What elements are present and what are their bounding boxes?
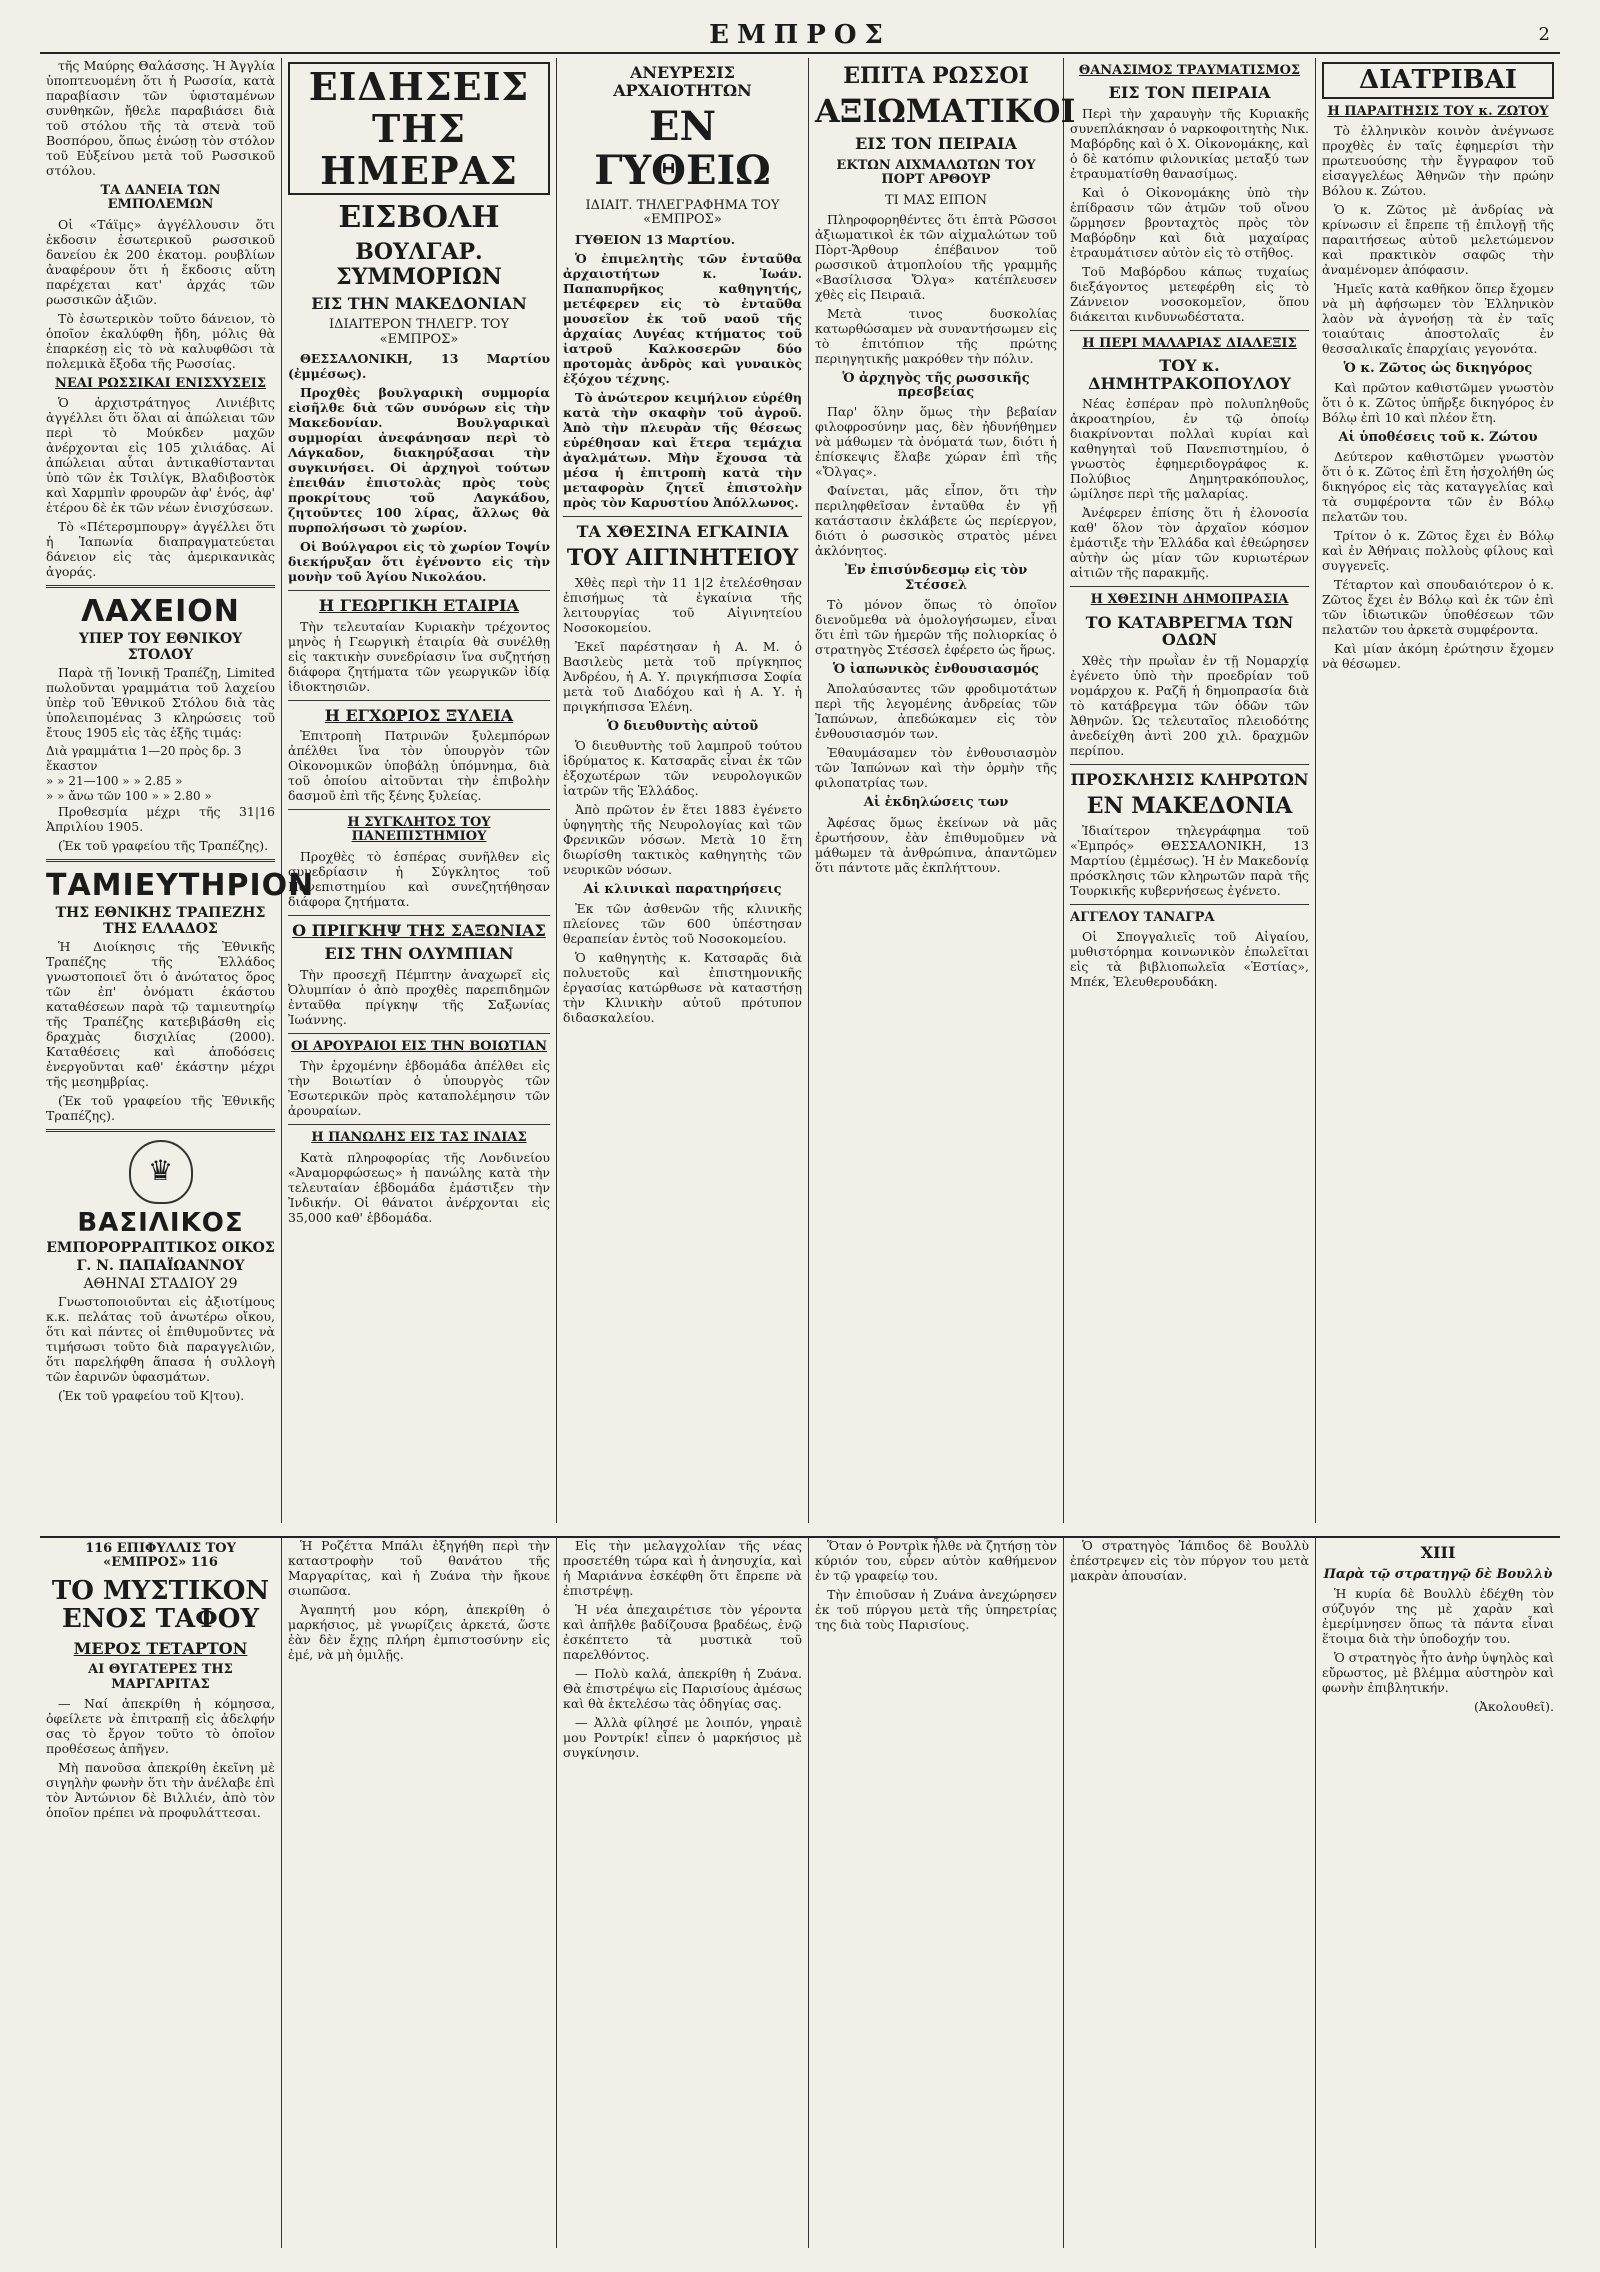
article-text: — Ἀλλὰ φίλησέ με λοιπόν, γηραιὲ μου Ροντρίκ! εἶπεν ὁ μαρκήσιος μὲ συγκίνησιν.: [563, 1715, 802, 1760]
article-text: Κατὰ πληροφορίας τῆς Λονδινείου «Ἀναμορφώσεως» ἡ πανώλης κατὰ τὴν τελευταίαν ἑβδομάδα ἐμάστιξεν τὴν Ἰνδικήν. Οἱ θάνατοι ἀνέρχονται εἰς 35,000 καθ' ἑβδομάδα.: [288, 1149, 550, 1225]
section-header: ΕΙΔΗΣΕΙΣ ΤΗΣ ΗΜΕΡΑΣ: [288, 62, 550, 195]
article-text: Ἀπολαύσαντες τῶν φροδιμοτάτων περὶ τῆς λεγομένης ἀνδρείας τῶν Ἰαπώνων, ἀπεδώκαμεν εἰς τὸν ἐνθουσιασμόν των.: [815, 681, 1057, 742]
article-text: — Ναί ἀπεκρίθη ἡ κόμησσα, ὀφείλετε νὰ ἐπιτραπῇ εἰς ἀδελφήν σας τὸ ἔργον τοῦτο τὸ ὁποῖον προθέσεως ἀπῆγεν.: [46, 1695, 275, 1756]
dateline: ΘΕΣΣΑΛΟΝΙΚΗ, 13 Μαρτίου (ἐμμέσως).: [288, 350, 550, 381]
ad-title: ΤΑΜΙΕΥΤΗΡΙΟΝ: [46, 867, 315, 903]
headline: ΕΝ ΜΑΚΕΔΟΝΙΑ: [1086, 793, 1293, 820]
ad-source: (Ἐκ τοῦ γραφείου τοῦ Κ|του).: [58, 1387, 245, 1403]
headline: Η ΠΑΝΩΛΗΣ ΕΙΣ ΤΑΣ ΙΝΔΙΑΣ: [311, 1130, 527, 1146]
ad-text: Παρὰ τῇ Ἰονικῇ Τραπέζῃ, Limited πωλοῦνται γραμμάτια τοῦ λαχείου ὑπὲρ τοῦ Ἐθνικοῦ Στόλου διὰ τὰς ὑπολειπομένας 3 κληρώσεις τοῦ ἔτους 1905 εἰς τὰς ἑξῆς τιμάς:: [46, 664, 275, 740]
article-text: Τὸ μόνον ὅπως τὸ ὁποῖον διενοῦμεθα νὰ ὁμολογήσωμεν, εἶναι ὅτι ἐπὶ τῶν ἡμερῶν τῆς πολιορκίας ὁ στρατηγὸς Στέσσελ ἐφέρετο ὡς ἥρως.: [815, 597, 1057, 658]
article-text: Ἀπὸ πρῶτον ἐν ἔτει 1883 ἐγένετο ὑφηγητὴς τῆς Νευρολογίας καὶ τῶν Φρενικῶν νόσων. Μετὰ 10 ἔτη διωρίσθη τακτικὸς καθηγητὴς τῶν νευρικῶν νόσων.: [563, 801, 802, 877]
headline: ΤΟ ΚΑΤΑΒΡΕΓΜΑ ΤΩΝ ΟΔΩΝ: [1085, 612, 1294, 650]
ad-subtitle: ΥΠΕΡ ΤΟΥ ΕΘΝΙΚΟΥ ΣΤΟΛΟΥ: [78, 630, 243, 663]
feuilleton-column-1: [40, 1538, 282, 2248]
subheadline: Ἐν ἐπισύνδεσμῳ εἰς τὸν Στέσσελ: [844, 563, 1028, 593]
article-text: Ὁ ἐπιμελητὴς τῶν ἐνταῦθα ἀρχαιοτήτων κ. Ἰωάν. Παπαπυρῆκος καθηγητής, μετέφερεν εἰς τὸ ἐνταῦθα μουσεῖον ἐκ τοῦ ναοῦ τῆς ἀρχαίας Λυγέας κτήματος τοῦ ἰατροῦ Καλκοσερῶν δύο προτομὰς ἀνδρὸς καὶ γυναικὸς ἐξόχου τέχνης.: [563, 250, 802, 386]
headline: ΟΙ ΑΡΟΥΡΑΙΟΙ ΕΙΣ ΤΗΝ ΒΟΙΩΤΙΑΝ: [290, 1038, 548, 1054]
savings-bank-ad: [46, 867, 315, 1123]
article-text: Οἱ Βούλγαροι εἰς τὸ χωρίον Τοψίν διεκήρυξαν ὅτι ἐγένοντο εἰς τὴν μονὴν τοῦ Ἁγίου Νικολάου.: [288, 538, 550, 584]
price-line: » » 21—100 » » 2.85 »: [46, 773, 183, 788]
article-text: Εἰς τὴν μελαγχολίαν τῆς νέας προσετέθη τώρα καὶ ἡ ἀνησυχία, καὶ ἡ Μαριάννα ἐσκέφθη ὅτι ἔπρεπε νὰ ἐπιστρέψῃ.: [563, 1538, 802, 1598]
headline: ΑΝΕΥΡΕΣΙΣ ΑΡΧΑΙΟΤΗΤΩΝ: [613, 63, 752, 100]
section-title: Παρὰ τῷ στρατηγῷ δὲ Βουλλὺ: [1323, 1566, 1553, 1582]
column-5: [1064, 58, 1316, 1523]
headline: ΕΙΣ ΤΗΝ ΜΑΚΕΔΟΝΙΑΝ: [311, 293, 527, 313]
article-text: Τὸ ἐσωτερικὸν τοῦτο δάνειον, τὸ ὁποῖον ἐκαλύφθη ἤδη, μόλις θὰ ἐπαρκέσῃ εἰς τὸ νὰ καλυφθῶσι τὰ πολεμικὰ ἔξοδα τῆς Ρωσσίας.: [46, 310, 275, 371]
article-text: Τὸ «Πέτερσμπουργ» ἀγγέλλει ὅτι ἡ Ἰαπωνία διαπραγματεύεται δάνειον εἰς τὰς ἀμερικανικὰς ἀγοράς.: [46, 518, 275, 579]
headline: ΠΡΟΣΚΛΗΣΙΣ ΚΛΗΡΩΤΩΝ: [1070, 769, 1309, 789]
subheadline: Ὁ κ. Ζῶτος ὡς δικηγόρος: [1343, 360, 1533, 376]
article-text: Χθὲς περὶ τὴν 11 1|2 ἐτελέσθησαν ἐπισήμως τὰ ἐγκαίνια τῆς λειτουργίας τοῦ Αἰγινητείου Νοσοκομείου.: [563, 574, 802, 635]
article-text: — Πολὺ καλά, ἀπεκρίθη ἡ Ζυάνα. Θὰ ἐπιστρέψω εἰς Παρισίους ἀμέσως καὶ θὰ ἐκτελέσω τὰς ὁδηγίας σας.: [563, 1666, 802, 1711]
section-header: ΔΙΑΤΡΙΒΑΙ: [1322, 62, 1554, 99]
article-text: Τὸ ἑλληνικὸν κοινὸν ἀνέγνωσε προχθὲς ἐν ταῖς ἐφημερίσι τὴν πρωτευούσης τὴν ἔγγραφον τοῦ εἰσαγγελέως Ἀθηνῶν τὴν πρώην Βόλου κ. Ζώτου.: [1322, 122, 1554, 198]
article-text: Οἱ «Τάϊμς» ἀγγέλλουσιν ὅτι ἐκδοσιν ἐσωτερικοῦ ρωσσικοῦ δανείου ἐκ 200 ἑκατομ. ρουβλίων ἀναφέρουν ὅτι ἡ ἔκδοσις αὕτη παρέχεται κατ' ἀρχάς τῶν ρωσσικῶν ἀξιῶν.: [46, 216, 275, 307]
article-text: Ὅταν ὁ Ροντρὶκ ἦλθε νὰ ζητήσῃ τὸν κύριόν του, εὗρεν αὐτὸν καθήμενον ἐν τῷ γραφείῳ του.: [815, 1538, 1057, 1583]
article-text: Ἡμεῖς κατὰ καθῆκον ὅπερ ἔχομεν νὰ μὴ ἀφήσωμεν τὸν Ἑλληνικὸν λαὸν νὰ ἀγνοήσῃ τὰ ἐν ταῖς τοιαύταις ἀποστολαῖς ἐν θεσσαλικαῖς ἐπαρχίαις γεγονότα.: [1322, 280, 1554, 356]
headline: ΑΞΙΩΜΑΤΙΚΟΙ: [815, 92, 1076, 131]
column-2: [282, 58, 557, 1523]
masthead: [40, 18, 1560, 54]
headline: Η ΠΕΡΙ ΜΑΛΑΡΙΑΣ ΔΙΑΛΕΞΙΣ: [1082, 335, 1297, 351]
headline: ΕΙΣΒΟΛΗ: [338, 200, 500, 236]
article-text: Φαίνεται, μᾶς εἶπον, ὅτι τὴν περιληφθεῖσαν ἐνταῦθα ἐν γῇ κατάστασιν ἐκλάβετε ὡς περίεργον, διότι ὁ ρωσσικὸς στρατὸς μένει ἀκλόνητος.: [815, 483, 1057, 559]
article-text: Τὸ ἀνώτερον κειμήλιον εὑρέθη κατὰ τὴν σκαφὴν τοῦ ἀγροῦ. Ἀπὸ τὴν πλευρὰν τῆς θέσεως εὑρέθησαν καὶ ἕτερα τεμάχια ἀγαλμάτων. Μὴν ἔχουσα τὰ μέσα ἡ ἐπιτροπὴ κατὰ τὴν μεταφορὰν ζητεῖ ἐπιστολὴν πρὸς τὸν Καρυστίου Ἀπόλλωνος.: [563, 389, 802, 510]
byline: ΙΔΙΑΙΤ. ΤΗΛΕΓΡΑΦΗΜΑ ΤΟΥ «ΕΜΠΡΟΣ»: [585, 198, 780, 228]
article-text: Πληροφορηθέντες ὅτι ἑπτὰ Ρῶσσοι ἀξιωματικοὶ ἐκ τῶν αἰχμαλώτων τοῦ Πὸρτ-Ἄρθουρ ἐπέβαινον τοῦ ρωσσικοῦ ἀτμοπλοίου τῆς γραμμῆς «Βασίλισσα Ὄλγα» κατέπλευσεν χθὲς εἰς Πειραιᾶ.: [815, 211, 1057, 302]
headline: ΤΑ ΔΑΝΕΙΑ ΤΩΝ ΕΜΠΟΛΕΜΩΝ: [100, 183, 221, 213]
article-text: τῆς Μαύρης Θαλάσσης. Ἡ Ἀγγλία ὑποπτευομένη ὅτι ἡ Ρωσσία, κατὰ παραβίασιν τῶν ὑφισταμένων συνθηκῶν, ἤθελε παραβιάσει διὰ τοῦ στόλου τῆς τὰ στενὰ τοῦ Βοσπόρου, ὅπως ἑνώσῃ τὸν στόλον τοῦ Εὐξείνου μετὰ τοῦ Ρωσσικοῦ στόλου.: [46, 58, 275, 178]
headline: Η ΓΕΩΡΓΙΚΗ ΕΤΑΙΡΙΑ: [319, 595, 519, 615]
headline: ΤΟΥ ΑΙΓΙΝΗΤΕΙΟΥ: [566, 545, 799, 572]
feuilleton-label: 116 ΕΠΙΦΥΛΛΙΣ ΤΟΥ «ΕΜΠΡΟΣ» 116: [85, 1541, 236, 1571]
article-text: Καὶ πρῶτον καθιστῶμεν γνωστὸν ὅτι ὁ κ. Ζῶτος ὑπῆρξε δικηγόρος ἐν Βόλῳ ἐπὶ 10 καὶ πλέον ἔτη.: [1322, 380, 1554, 426]
article-text: Ὁ καθηγητὴς κ. Κατσαρᾶς διὰ πολυετοῦς καὶ ἐπιστημονικῆς ἐργασίας κατώρθωσε νὰ καταστήσῃ τὴν Κλινικὴν αὐτοῦ πρότυπον διδασκαλείου.: [563, 950, 802, 1026]
article-text: Ἐθαυμάσαμεν τὸν ἐνθουσιασμὸν τῶν Ἰαπώνων καὶ τὴν ὁρμὴν τῆς φιλοπατρίας των.: [815, 745, 1057, 791]
upper-section: [40, 58, 1560, 1523]
headline: ΕΙΣ ΤΗΝ ΟΛΥΜΠΙΑΝ: [324, 944, 514, 964]
headline: Η ΣΥΓΚΛΗΤΟΣ ΤΟΥ ΠΑΝΕΠΙΣΤΗΜΙΟΥ: [347, 815, 491, 845]
subheadline: Ὁ ἀρχηγὸς τῆς ρωσσικῆς πρεσβείας: [842, 370, 1030, 401]
ad-subtitle: ΤΗΣ ΕΘΝΙΚΗΣ ΤΡΑΠΕΖΗΣ ΤΗΣ ΕΛΛΑΔΟΣ: [55, 904, 266, 937]
ad-text: Γνωστοποιοῦνται εἰς ἀξιοτίμους κ.κ. πελάτας τοῦ ἀνωτέρω οἴκου, ὅτι καὶ πάντες οἱ ἐπιθυμοῦντες νὰ τιμήσωσι τοῦτο διὰ παραγγελιῶν, ὅτι παρελήφθη ἅπασα ἡ συλλογὴ τῶν ἐαρινῶν ὑφασμάτων.: [46, 1293, 275, 1384]
article-text: Ἐκεῖ παρέστησαν ἡ Α. Μ. ὁ Βασιλεὺς μετὰ τοῦ πρίγκηπος Ἀνδρέου, ἡ Α. Υ. πριγκήπισσα Σοφία μετὰ τοῦ Διαδόχου καὶ ἡ Α. Υ. ἡ πριγκήπισσα Ἑλένη.: [563, 638, 802, 714]
headline: ΕΝ ΓΥΘΕΙΩ: [594, 103, 771, 195]
headline: Η ΧΘΕΣΙΝΗ ΔΗΜΟΠΡΑΣΙΑ: [1090, 592, 1289, 608]
article-text: Τὴν προσεχῆ Πέμπτην ἀναχωρεῖ εἰς Ὀλυμπίαν ὁ ἀπὸ προχθὲς παρεπιδημῶν ἐνταῦθα πρίγκηψ τῆς Σαξωνίας Ἰωάννης.: [288, 966, 550, 1027]
ad-source: (Ἐκ τοῦ γραφείου τῆς Τραπέζης).: [58, 837, 269, 853]
article-text: Ὁ στρατηγὸς ἦτο ἀνὴρ ὑψηλὸς καὶ εὔρωστος, μὲ βλέμμα αὐστηρὸν καὶ φωνὴν ἐπιβλητικήν.: [1322, 1649, 1554, 1695]
article-text: Ἡ νέα ἀπεχαιρέτισε τὸν γέροντα καὶ ἀπῆλθε βαδίζουσα βραδέως, ἐνῷ ἐσκέπτετο τὰ μυστικὰ τοῦ παρελθόντος.: [563, 1602, 802, 1662]
headline: ΘΑΝΑΣΙΜΟΣ ΤΡΑΥΜΑΤΙΣΜΟΣ: [1078, 63, 1301, 78]
headline: Η ΠΑΡΑΙΤΗΣΙΣ ΤΟΥ κ. ΖΩΤΟΥ: [1327, 103, 1549, 119]
article-text: Ἡ κυρία δὲ Βουλλὺ ἐδέχθη τὸν σύζυγόν της μὲ χαρὰν καὶ ἐμερίμνησεν ὅπως τὰ πάντα εἶναι ἕτοιμα διὰ τὴν ὑποδοχήν του.: [1322, 1585, 1554, 1646]
feuilleton-column-5: [1064, 1538, 1316, 2248]
price-line: Διὰ γραμμάτια 1—20 πρὸς δρ. 3 ἕκαστον: [46, 743, 242, 773]
article-text: Ὁ ἀρχιστράτηγος Λινιέβιτς ἀγγέλλει ὅτι ὅλαι αἱ ἀπώλειαι τῶν περὶ τὸ Μούκδεν μαχῶν ἀνέρχονται εἰς 105 χιλιάδας. Αἱ ἀπώλειαι αὗται ἀντικαθίστανται ὑπὸ τῶν ἐκ Τσιλίγκ, Βλαδιβοστὸκ καὶ Χαρμπὶν φρουρῶν ἀφ' ἑνός, ἀφ' ἑτέρου δὲ ἐκ τῶν νέων ἐνισχύσεων.: [46, 394, 275, 515]
dateline: ΓΥΘΕΙΟΝ 13 Μαρτίου.: [575, 231, 736, 247]
article-text: Οἱ Σπογγαλιεῖς τοῦ Αἰγαίου, μυθιστόρημα κοινωνικὸν ἐπωλεῖται εἰς τὰ βιβλιοπωλεῖα «Ἑστίας», Μπέκ, Ἐλευθερουδάκη.: [1070, 928, 1309, 989]
article-text: Ὁ στρατηγὸς Ἰάπιδος δὲ Βουλλὺ ἐπέστρεψεν εἰς τὸν πύργον του μετὰ μακρὰν ἀπουσίαν.: [1070, 1538, 1309, 1583]
headline: ΕΙΣ ΤΟΝ ΠΕΙΡΑΙΑ: [855, 134, 1017, 154]
article-text: Χθὲς τὴν πρωῒαν ἐν τῇ Νομαρχίᾳ ἐγένετο ὑπὸ τὴν προεδρίαν τοῦ νομάρχου κ. Ραζῆ ἡ δημοπρασία διὰ τὸ κατάβρεγμα τῶν ὁδῶν τῶν Ἀθηνῶν. Ὡς τελευταῖος πλειοδότης ἀνεδείχθη ἀντὶ 200 χιλ. δραχμῶν περίπου.: [1070, 652, 1309, 758]
article-text: Προχθὲς βουλγαρικὴ συμμορία εἰσῆλθε διὰ τῶν συνόρων εἰς τὴν Μακεδονίαν. Βουλγαρικαὶ συμμορίαι ἀνεφάνησαν περὶ τὸ Λάγκαδον, διακηρύξασαι τὴν συγκινήσει. Οἱ ἀρχηγοὶ τούτων ἐπειθάν ἐπιστολὰς πρὸς τοὺς προκρίτους τοῦ Λαγκάδου, ζητοῦντες 100 λίρας, ἄλλως θὰ πυρπολήσωσι τὸ χωρίον.: [288, 384, 550, 535]
article-text: Τέταρτον καὶ σπουδαιότερον ὁ κ. Ζῶτος ἔχει ἐν Βόλῳ καὶ ἐκ τῶν ἐπὶ τῶν ἰδιωτικῶν ὑποθέσεων τῶν πελατῶν του ἀρκετὰ συμφέροντα.: [1322, 577, 1554, 638]
section-number: XIII: [1420, 1543, 1456, 1562]
article-text: Ἐπιτροπὴ Πατρινῶν ξυλεμπόρων ἀπέλθει ἵνα τὸν ὑπουργὸν τῶν Οἰκονομικῶν ὑποβάλῃ ὑπόμνημα, διὰ τοῦ ὁποίου αἰτοῦνται τὴν ἐπιβολὴν δασμοῦ ἐπὶ τῆς ξένης ξυλείας.: [288, 728, 550, 804]
article-text: Καὶ μίαν ἀκόμη ἐρώτησιν ἔχομεν νὰ θέσωμεν.: [1322, 641, 1554, 672]
newspaper-page: [40, 18, 1560, 2248]
headline: ΤΙ ΜΑΣ ΕΙΠΟΝ: [885, 192, 987, 208]
feuilleton-column-2: [282, 1538, 557, 2248]
feuilleton-column-3: [557, 1538, 809, 2248]
subheadline: Αἱ ἐκδηλώσεις των: [863, 795, 1009, 811]
article-text: Τοῦ Μαβόρδου κάπως τυχαίως διεξάγοντος μετεφέρθη εἰς τὸ Ζάννειον νοσοκομεῖον, ὅπου διάκειται κινδυνωδέστατα.: [1070, 263, 1309, 324]
article-text: Τρίτον ὁ κ. Ζῶτος ἔχει ἐν Βόλῳ καὶ ἐν Ἀθήναις πολλοὺς φίλους καὶ συγγενεῖς.: [1322, 528, 1554, 574]
article-text: Παρ' ὅλην ὅμως τὴν βεβαίαν φιλοφροσύνην μας, δὲν ἠδυνήθημεν νὰ μάθωμεν τὰ ὀνόματά των, διότι ἡ ἐπίσκεψις ἔλαβε χώραν ἐπὶ τῆς «Ὄλγας».: [815, 404, 1057, 480]
feuilleton-chapter: ΑΙ ΘΥΓΑΤΕΡΕΣ ΤΗΣ ΜΑΡΓΑΡΙΤΑΣ: [88, 1662, 233, 1692]
royal-crest-icon: [129, 1140, 193, 1204]
headline: ΕΙΣ ΤΟΝ ΠΕΙΡΑΙΑ: [1108, 83, 1271, 103]
headline: Ο ΠΡΙΓΚΗΨ ΤΗΣ ΣΑΞΩΝΙΑΣ: [292, 920, 546, 940]
article-text: Προχθὲς τὸ ἑσπέρας συνῆλθεν εἰς συνεδρίασιν ἡ Σύγκλητος τοῦ Πανεπιστημίου καὶ συνεζητήθησαν διάφορα ζητήματα.: [288, 848, 550, 909]
headline: ΒΟΥΛΓΑΡ. ΣΥΜΜΟΡΙΩΝ: [336, 239, 502, 290]
headline: ΕΠΙΤΑ ΡΩΣΣΟΙ: [843, 63, 1029, 89]
article-text: Ἀφέσας ὅμως ἐκείνων νὰ μᾶς ἐρωτήσουν, ἐὰν ἐπιθυμοῦμεν νὰ μάθωμεν τὰ ἀνθρώπινα, ἀπαντῶμεν ὅτι πάντοτε μᾶς ἐκπλήττουν.: [815, 814, 1057, 875]
signoff: (Ἀκολουθεῖ).: [1473, 1698, 1554, 1714]
feuilleton-part: ΜΕΡΟΣ ΤΕΤΑΡΤΟΝ: [73, 1638, 248, 1658]
article-text: Ὁ διευθυντὴς τοῦ λαμπροῦ τούτου ἱδρύματος κ. Κατσαρᾶς εἶναι ἐκ τῶν ἐξοχωτέρων τῶν νευρολογικῶν ἰατρῶν τῆς Ἑλλάδος.: [563, 737, 802, 798]
subheadline: Αἱ κλινικαὶ παρατηρήσεις: [583, 881, 782, 897]
headline: ΝΕΑΙ ΡΩΣΣΙΚΑΙ ΕΝΙΣΧΥΣΕΙΣ: [54, 375, 267, 391]
feuilleton-column-6: [1316, 1538, 1560, 2248]
ad-text: Ἡ Διοίκησις τῆς Ἐθνικῆς Τραπέζης τῆς Ἑλλάδος γνωστοποιεῖ ὅτι ὁ ἀνώτατος ὅρος τῶν ἐπ' ὀνόματι ἑκάστου καταθέσεων παρὰ τῷ ταμιευτηρίῳ τῆς Τραπέζης κατεβιβάσθη εἰς δραχμὰς δισχιλίας (2000). Καταθέσεις καὶ ἀποδόσεις ἐνεργοῦνται καθ' ἑκάστην μέχρι τῆς μεσημβρίας.: [46, 938, 275, 1089]
column-4: [809, 58, 1076, 1523]
article-text: Μὴ πανοῦσα ἀπεκρίθη ἐκεῖνη μὲ σιγηλὴν φωνὴν ὅτι τὴν ἀνέλαβε ἐπὶ τὸν Ἀντώνιον δὲ Βιλλιέν, ἀπὸ τὸν ὁποῖον πρέπει νὰ προφυλάττεσαι.: [46, 1759, 275, 1820]
ad-source: (Ἐκ τοῦ γραφείου τῆς Ἐθνικῆς Τραπέζης).: [46, 1092, 275, 1123]
article-text: Ἡ Ροζέττα Μπάλι ἐξηγήθη περὶ τὴν καταστροφὴν τοῦ θανάτου τῆς Μαργαρίτας, καὶ ἡ Ζυάνα τὴν ἤκουε σιωπῶσα.: [288, 1538, 550, 1598]
article-text: Ἀνέφερεν ἐπίσης ὅτι ἡ ἐλονοσία καθ' ὅλον τὸν ἀρχαῖον κόσμον ἐμάστιξε τὴν Ἑλλάδα καὶ ἐθεώρησεν αὐτὴν ὡς μίαν τῶν κυριωτέρων αἰτιῶν τῆς παρακμῆς.: [1070, 505, 1309, 581]
article-text: Καὶ ὁ Οἰκονομάκης ὑπὸ τὴν ἐπίδρασιν τῶν ἀτμῶν τοῦ οἴνου ὥρμησεν βρονταχτὸς πρὸς τὸν Μαβόρδην καὶ διὰ μαχαίρας ἐτραυμάτισεν αὐτὸν εἰς τὸ στῆθος.: [1070, 184, 1309, 260]
masthead-title: ΕΜΠΡΟΣ: [709, 20, 891, 50]
article-text: Μετὰ τινος δυσκολίας κατωρθώσαμεν νὰ συναντήσωμεν εἰς τὸ ἐπιτόπιον τῆς πρώτης περιηγητικῆς μακρόθεν τὴν πόλιν.: [815, 305, 1057, 366]
byline: ΙΔΙΑΙΤΕΡΟΝ ΤΗΛΕΓΡ. ΤΟΥ «ΕΜΠΡΟΣ»: [328, 317, 510, 347]
price-line: » » ἄνω τῶν 100 » » 2.80 »: [46, 788, 212, 803]
headline: ΤΑ ΧΘΕΣΙΝΑ ΕΓΚΑΙΝΙΑ: [576, 521, 789, 541]
column-3: [557, 58, 809, 1523]
column-6: [1316, 58, 1560, 1523]
column-1: [40, 58, 315, 1523]
article-text: Ὁ κ. Ζῶτος μὲ ἀνδρίας νὰ κρίνωσιν εἰ ἔπρεπε τῇ ἐπιλογῇ τῆς παραιτήσεως αὐτοῦ μελετώμενον καὶ πρακτικὸν σαφῶς τὴν ἀναμένομεν ἀπόφασιν.: [1322, 201, 1554, 277]
article-text: Ἀγαπητή μου κόρη, ἀπεκρίθη ὁ μαρκήσιος, μὲ γνωρίζεις ἀρκετά, ὥστε ἐὰν δὲν ἔχῃς πλήρη ἐμπιστοσύνην εἰς ἐμέ, νὰ μὴ ὁμιλῇς.: [288, 1602, 550, 1662]
ad-address: ΑΘΗΝΑΙ ΣΤΑΔΙΟΥ 29: [83, 1275, 238, 1292]
subheadline: Ὁ ἰαπωνικὸς ἐνθουσιασμός: [833, 662, 1039, 678]
feuilleton-title: ΤΟ ΜΥΣΤΙΚΟΝ ΕΝΟΣ ΤΑΦΟΥ: [51, 1575, 270, 1635]
ad-title: ΛΑΧΕΙΟΝ: [81, 593, 240, 629]
article-text: Δεύτερον καθιστῶμεν γνωστὸν ὅτι ὁ κ. Ζῶτος ἐπὶ ἔτη ἠσχολήθη ὡς δικηγόρος εἰς τὰς καταγγελίας καὶ τὰ συμφέροντα τῶν ἐν Βόλῳ πελατῶν του.: [1322, 449, 1554, 525]
feuilleton-section: [40, 1536, 1560, 2248]
page-number: 2: [1538, 24, 1550, 45]
article-text: Τὴν τελευταίαν Κυριακὴν τρέχοντος μηνὸς ἡ Γεωργικὴ ἑταιρία θὰ συνέλθῃ εἰς τακτικὴν συνεδρίασιν ἵνα συζητήσῃ διάφορα ζητήματα τῶν γεωργικῶν ἰδίᾳ ἰδιοκτησιῶν.: [288, 618, 550, 694]
feuilleton-column-4: [809, 1538, 1064, 2248]
article-text: Ἰδιαίτερον τηλεγράφημα τοῦ «Ἐμπρός» ΘΕΣΣΑΛΟΝΙΚΗ, 13 Μαρτίου (ἐμμέσως). Ἡ ἐν Μακεδονίᾳ πρόσκλησις τῶν κληρωτῶν παρὰ τῆς Τουρκικῆς κυβερνήσεως ἐγένετο.: [1070, 822, 1309, 898]
article-text: Περὶ τὴν χαραυγὴν τῆς Κυριακῆς συνεπλάκησαν ὁ ναρκοφοιτητὴς Νικ. Μαβόρδης καὶ ὁ Χ. Οἰκονομάκης, καὶ ὁ δὲ κατόπιν φιλονικίας μεταξύ των ἐτραυματίσθη θανασίμως.: [1070, 105, 1309, 181]
article-text: Τὴν ἐπιοῦσαν ἡ Ζυάνα ἀνεχώρησεν ἐκ τοῦ πύργου μετὰ τῆς ὑπηρετρίας της διὰ τοὺς Παρισίους.: [815, 1587, 1057, 1632]
headline: ΑΓΓΕΛΟΥ ΤΑΝΑΓΡΑ: [1070, 909, 1215, 925]
headline: Η ΕΓΧΩΡΙΟΣ ΞΥΛΕΙΑ: [324, 705, 514, 725]
tailor-ad: [46, 1140, 275, 1403]
ad-deadline: Προθεσμία μέχρι τῆς 31|16 Ἀπριλίου 1905.: [46, 803, 275, 834]
ad-subtitle: ΕΜΠΟΡΟΡΡΑΠΤΙΚΟΣ ΟΙΚΟΣ: [46, 1239, 275, 1256]
headline: ΤΟΥ κ. ΔΗΜΗΤΡΑΚΟΠΟΥΛΟΥ: [1088, 356, 1291, 393]
ad-title: ΒΑΣΙΛΙΚΟΣ: [77, 1207, 244, 1238]
subheadline: Ὁ διευθυντὴς αὐτοῦ: [606, 718, 759, 734]
headline: ΕΚΤΩΝ ΑΙΧΜΑΛΩΤΩΝ ΤΟΥ ΠΟΡΤ ΑΡΘΟΥΡ: [836, 157, 1036, 188]
article-text: Τὴν ἐρχομένην ἑβδομάδα ἀπέλθει εἰς τὴν Βοιωτίαν ὁ ὑπουργὸς τῶν Ἐσωτερικῶν πρὸς καταπολέμησιν τῶν ἀρουραίων.: [288, 1058, 550, 1119]
lottery-ad: [46, 594, 275, 853]
article-text: Νέας ἐσπέραν πρὸ πολυπληθοῦς ἀκροατηρίου, ἐν τῷ ὁποίῳ διακρίνονται πολλαὶ κυρίαι καὶ καθηγηταὶ τοῦ Πανεπιστημίου, ὁ γνωστὸς ἐφημεριδογράφος κ. Πολύβιος Δημητρακόπουλος, ὡμίλησε περὶ τῆς μαλαρίας.: [1070, 396, 1309, 502]
ad-name: Γ. Ν. ΠΑΠΑΪΩΑΝΝΟΥ: [76, 1257, 245, 1274]
subheadline: Αἱ ὑποθέσεις τοῦ κ. Ζώτου: [1338, 430, 1538, 446]
article-text: Ἐκ τῶν ἀσθενῶν τῆς κλινικῆς πλείονες τῶν 600 ὑπέστησαν θεραπείαν ἐντὸς τοῦ Νοσοκομείου.: [563, 901, 802, 947]
